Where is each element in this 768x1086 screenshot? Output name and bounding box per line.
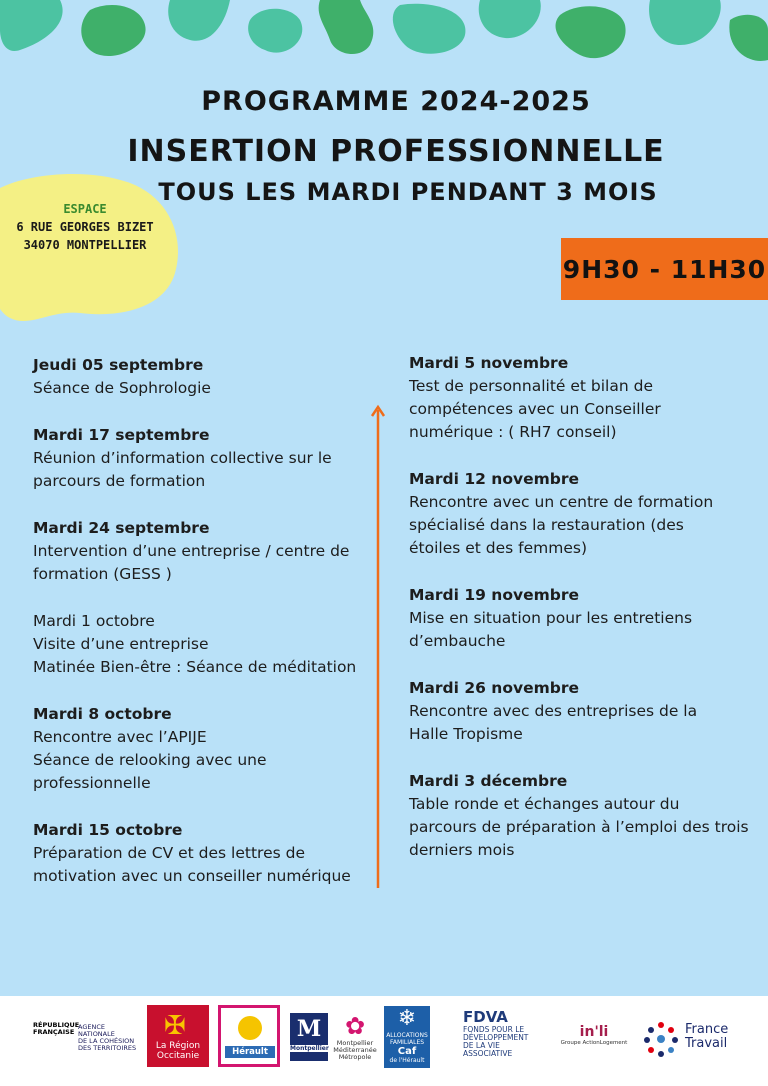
metropole-text-3: Métropole [338, 1053, 372, 1061]
france-travail-text-1: France [685, 1022, 729, 1037]
event-item [33, 424, 373, 493]
event-description-line: Réunion d’information collective sur le [33, 449, 332, 467]
event-description-line: parcours de préparation à l’emploi des trois [409, 818, 749, 836]
caf-text-1: ALLOCATIONS [386, 1032, 428, 1039]
occitanie-text-1: La Région [155, 1041, 201, 1051]
inli-logo [560, 1024, 628, 1046]
anct-logo [78, 1024, 136, 1052]
event-item [33, 517, 373, 586]
event-item [409, 468, 759, 560]
event-description-line: parcours de formation [33, 472, 206, 490]
caf-text-2: FAMILIALES [389, 1039, 425, 1046]
fdva-text-1: FONDS POUR LE [463, 1025, 525, 1034]
event-description-line: Halle Tropisme [409, 725, 523, 743]
event-item [33, 703, 373, 795]
event-description-line: Rencontre avec l’APIJE [33, 728, 207, 746]
anct-text-2: NATIONALE [78, 1030, 115, 1038]
anct-text-1: AGENCE [78, 1023, 105, 1031]
event-item [409, 352, 759, 444]
metropole-text-1: Montpellier [336, 1039, 374, 1047]
event-description-line: Matinée Bien-être : Séance de méditation [33, 658, 357, 676]
event-description-line: Préparation de CV et des lettres de [33, 844, 305, 862]
event-description-line: Intervention d’une entreprise / centre de [33, 542, 350, 560]
events-column-left [33, 354, 373, 912]
montpellier-text: Montpellier [290, 1045, 329, 1052]
anct-text-3: DE LA COHÉSION [78, 1037, 135, 1045]
france-travail-dots-icon [643, 1021, 679, 1057]
location-city: 34070 MONTPELLIER [23, 238, 147, 252]
france-travail-text [685, 1023, 728, 1051]
event-description-line: Test de personnalité et bilan de [409, 377, 653, 395]
event-item [409, 677, 759, 746]
herault-departement-logo [218, 1005, 280, 1067]
event-description-line: Séance de Sophrologie [33, 379, 211, 397]
fdva-title: FDVA [463, 1008, 508, 1026]
event-description-line: Rencontre avec des entreprises de la [409, 702, 698, 720]
rf-text-1: RÉPUBLIQUE [33, 1021, 80, 1029]
caf-text-4: de l'Hérault [389, 1057, 425, 1064]
fdva-text-2: DÉVELOPPEMENT [463, 1033, 529, 1042]
sun-icon [238, 1016, 262, 1040]
event-description-line: Mise en situation pour les entretiens [409, 609, 693, 627]
timeline-arrow [370, 404, 386, 890]
event-date: Mardi 15 octobre [33, 821, 183, 839]
event-item [33, 610, 373, 679]
occitan-cross-icon: ✠ [164, 1011, 186, 1041]
event-description-line: Visite d’une entreprise [33, 635, 209, 653]
occitanie-name [147, 1041, 209, 1061]
fdva-logo [463, 1008, 553, 1058]
event-date: Mardi 24 septembre [33, 519, 210, 537]
event-date: Mardi 8 octobre [33, 705, 172, 723]
event-description-line: derniers mois [409, 841, 515, 859]
decorative-header-shapes [0, 0, 768, 72]
montpellier-logo [290, 1013, 328, 1061]
event-description-line: Rencontre avec un centre de formation [409, 493, 714, 511]
event-date: Mardi 17 septembre [33, 426, 210, 444]
event-item [409, 584, 759, 653]
event-item [33, 819, 373, 888]
event-description-line: spécialisé dans la restauration (des [409, 516, 684, 534]
fdva-text-4: ASSOCIATIVE [463, 1049, 513, 1058]
event-date: Mardi 12 novembre [409, 470, 580, 488]
rf-text-2: FRANÇAISE [33, 1028, 75, 1036]
flower-icon: ✿ [344, 1012, 366, 1040]
event-description-line: étoiles et des femmes) [409, 539, 588, 557]
event-description-line: numérique : ( RH7 conseil) [409, 423, 617, 441]
location-street: 6 RUE GEORGES BIZET [16, 220, 154, 234]
inli-subtitle: Groupe ActionLogement [560, 1040, 628, 1046]
region-occitanie-logo [147, 1005, 209, 1067]
event-date: Jeudi 05 septembre [33, 356, 204, 374]
location-label: ESPACE [63, 202, 107, 216]
event-description-line: compétences avec un Conseiller [409, 400, 661, 418]
occitanie-text-2: Occitanie [156, 1051, 200, 1061]
herault-text: Hérault [225, 1046, 275, 1058]
event-description-line: motivation avec un conseiller numérique [33, 867, 351, 885]
event-description-line: Séance de relooking avec une [33, 751, 267, 769]
events-column-right [409, 352, 759, 886]
event-description-line: professionnelle [33, 774, 151, 792]
event-date: Mardi 5 novembre [409, 354, 569, 372]
france-travail-text-2: Travail [685, 1036, 728, 1051]
event-item [409, 770, 759, 862]
montpellier-metropole-logo [332, 1012, 378, 1066]
title-line-2: INSERTION PROFESSIONNELLE [127, 134, 665, 169]
event-description-line: Table ronde et échanges autour du [409, 795, 680, 813]
inli-title: in'li [579, 1024, 609, 1040]
snowflake-icon: ❄ [397, 1006, 417, 1031]
event-item [33, 354, 373, 400]
title-line-1: PROGRAMME 2024-2025 [201, 86, 591, 117]
caf-text-3: Caf [397, 1046, 417, 1057]
event-date: Mardi 19 novembre [409, 586, 580, 604]
metropole-text-2: Méditerranée [333, 1046, 377, 1054]
event-date: Mardi 3 décembre [409, 772, 568, 790]
montpellier-m: M [296, 1016, 322, 1042]
event-date: Mardi 1 octobre [33, 612, 155, 630]
session-time: 9H30 - 11H30 [561, 238, 768, 300]
anct-text-4: DES TERRITOIRES [78, 1044, 137, 1052]
caf-herault-logo [384, 1006, 430, 1068]
event-date: Mardi 26 novembre [409, 679, 580, 697]
republique-francaise-logo [33, 1022, 79, 1036]
france-travail-logo [643, 1019, 743, 1057]
event-description-line: formation (GESS ) [33, 565, 172, 583]
event-description-line: d’embauche [409, 632, 506, 650]
title-line-3: TOUS LES MARDI PENDANT 3 MOIS [158, 178, 658, 206]
partner-logos-footer [0, 996, 768, 1086]
fdva-text-3: DE LA VIE [463, 1041, 500, 1050]
location-address [0, 200, 170, 254]
